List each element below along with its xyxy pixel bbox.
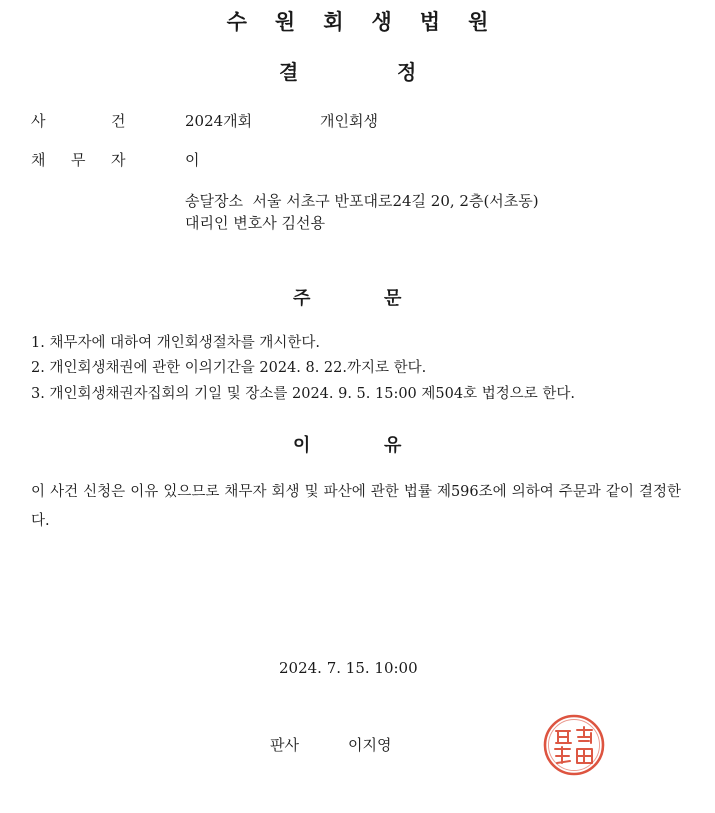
doc-type-char-1: 결 (279, 60, 299, 84)
debtor-agent: 대리인 변호사 김선용 (185, 214, 325, 232)
debtor-address: 송달장소 서울 서초구 반포대로24길 20, 2층(서초동) (185, 192, 539, 210)
court-name-char: 원 (274, 10, 296, 34)
judge-name: 이지영 (348, 736, 392, 754)
doc-type-char-2: 정 (397, 60, 417, 84)
decision-date: 2024. 7. 15. 10:00 (279, 659, 418, 677)
court-name-char: 생 (371, 10, 392, 34)
court-name-char: 회 (323, 10, 344, 34)
order-item: 3. 개인회생채권자집회의 기일 및 장소를 2024. 9. 5. 15:00 제504호 법정으로 한다. (31, 386, 575, 402)
case-label-char-2: 건 (111, 112, 126, 130)
judge-title: 판사 (270, 736, 299, 754)
case-number: 2024개회 (185, 112, 253, 130)
court-name-char: 수 (226, 10, 247, 34)
order-heading-char-2: 문 (384, 288, 402, 309)
order-heading-char-1: 주 (293, 288, 311, 309)
order-item: 1. 채무자에 대하여 개인회생절차를 개시한다. (31, 335, 321, 351)
court-name-char: 원 (468, 10, 489, 34)
reason-heading-char-1: 이 (293, 435, 311, 456)
case-label-char-1: 사 (31, 112, 46, 130)
debtor-label-char-3: 자 (111, 151, 126, 169)
debtor-label-char-2: 무 (71, 151, 86, 169)
court-name-char: 법 (419, 10, 441, 34)
debtor-label-char-1: 채 (31, 151, 46, 169)
debtor-name: 이 (185, 151, 200, 169)
reason-heading-char-2: 유 (384, 435, 402, 456)
court-name (0, 6, 715, 36)
reason-text: 이 사건 신청은 이유 있으므로 채무자 회생 및 파산에 관한 법률 제596조에 의하여 주문과 같이 결정한다. (31, 484, 681, 529)
order-item: 2. 개인회생채권에 관한 이의기간을 2024. 8. 22.까지로 한다. (31, 360, 427, 376)
case-type: 개인회생 (320, 112, 378, 130)
official-seal (542, 713, 606, 777)
